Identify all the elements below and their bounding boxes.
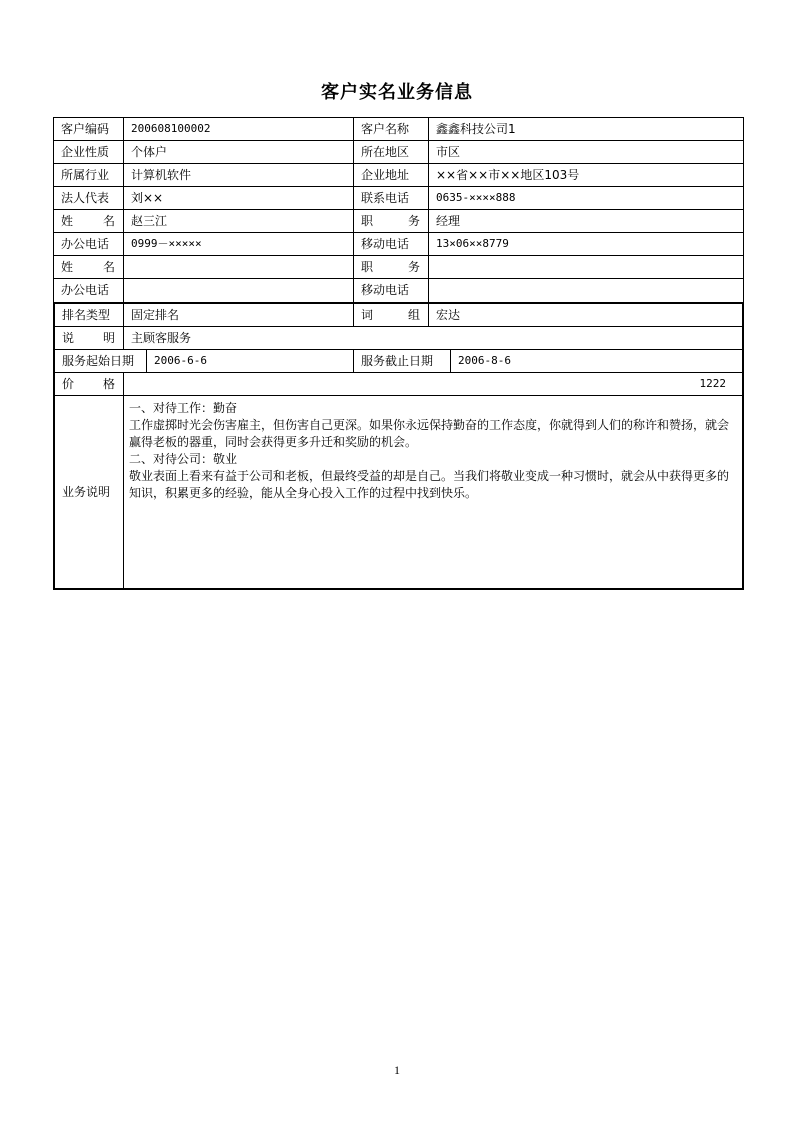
industry-value: 计算机软件 <box>124 164 354 186</box>
phone-value: 0635-××××888 <box>436 191 516 204</box>
note-value: 主顾客服务 <box>131 331 192 345</box>
industry-label: 所属行业 <box>54 164 124 186</box>
customer-name-label: 客户名称 <box>354 118 429 140</box>
description-line: 二、对待公司：敬业 <box>129 452 238 466</box>
contact2-office-value <box>124 279 354 302</box>
table-row <box>54 256 743 279</box>
page-title: 客户实名业务信息 <box>321 82 473 103</box>
service-start-value: 2006-6-6 <box>147 350 354 372</box>
service-end-value: 2006-8-6 <box>458 354 511 367</box>
description-line: 一、对待工作：勤奋 <box>129 401 238 415</box>
region-label: 所在地区 <box>354 141 429 163</box>
table-row <box>54 164 743 187</box>
description-label: 业务说明 <box>55 396 124 588</box>
contact2-name-value <box>124 256 354 278</box>
service-end-label: 服务截止日期 <box>354 350 451 372</box>
contact2-position-label: 职 务 <box>354 256 429 278</box>
region-value: 市区 <box>436 145 461 159</box>
note-label: 说 明 <box>55 327 124 349</box>
table-row <box>55 350 742 373</box>
page-number: 1 <box>394 1063 400 1077</box>
word-group-label: 词 组 <box>354 304 429 326</box>
contact2-office-label: 办公电话 <box>54 279 124 302</box>
word-group-value: 宏达 <box>436 308 461 322</box>
price-label: 价 格 <box>55 373 124 395</box>
service-info-table <box>53 302 744 590</box>
description-line: 敬业表面上看来有益于公司和老板，但最终受益的却是自己。当我们将敬业变成一种习惯时，就会从中获得更多的知识，积累更多的经验，能从全身心投入工作的过程中找到快乐。 <box>129 469 730 500</box>
rank-type-value: 固定排名 <box>124 304 354 326</box>
contact2-position-value <box>429 256 743 278</box>
nature-value: 个体户 <box>124 141 354 163</box>
customer-code-label: 客户编码 <box>54 118 124 140</box>
customer-info-table <box>53 117 744 303</box>
customer-code-value: 200608100002 <box>124 118 354 140</box>
table-row <box>54 118 743 141</box>
rank-type-label: 排名类型 <box>55 304 124 326</box>
contact1-name-value: 赵三江 <box>124 210 354 232</box>
contact1-position-value: 经理 <box>436 214 461 228</box>
table-row <box>55 396 742 588</box>
contact2-mobile-label: 移动电话 <box>354 279 429 302</box>
legal-rep-value: 刘×× <box>124 187 354 209</box>
address-value: ××省××市××地区103号 <box>436 168 580 182</box>
contact1-office-value: 0999－××××× <box>124 233 354 255</box>
contact1-name-label: 姓 名 <box>54 210 124 232</box>
contact1-position-label: 职 务 <box>354 210 429 232</box>
description-text <box>124 396 742 588</box>
contact2-mobile-value <box>429 279 743 302</box>
price-value: 1222 <box>699 377 726 390</box>
nature-label: 企业性质 <box>54 141 124 163</box>
table-row <box>55 373 742 396</box>
contact1-mobile-label: 移动电话 <box>354 233 429 255</box>
contact1-mobile-value: 13×06××8779 <box>436 237 509 250</box>
service-start-label: 服务起始日期 <box>55 350 147 372</box>
table-row <box>54 187 743 210</box>
phone-label: 联系电话 <box>354 187 429 209</box>
description-line: 工作虚掷时光会伤害雇主，但伤害自己更深。如果你永远保持勤奋的工作态度，你就得到人们的称许和赞扬，就会赢得老板的器重，同时会获得更多升迁和奖励的机会。 <box>129 418 730 449</box>
customer-name-value: 鑫鑫科技公司1 <box>436 122 516 136</box>
table-row <box>54 279 743 302</box>
table-row <box>55 327 742 350</box>
address-label: 企业地址 <box>354 164 429 186</box>
legal-rep-label: 法人代表 <box>54 187 124 209</box>
table-row <box>54 210 743 233</box>
contact1-office-label: 办公电话 <box>54 233 124 255</box>
contact2-name-label: 姓 名 <box>54 256 124 278</box>
table-row <box>54 141 743 164</box>
table-row <box>54 233 743 256</box>
table-row <box>55 304 742 327</box>
